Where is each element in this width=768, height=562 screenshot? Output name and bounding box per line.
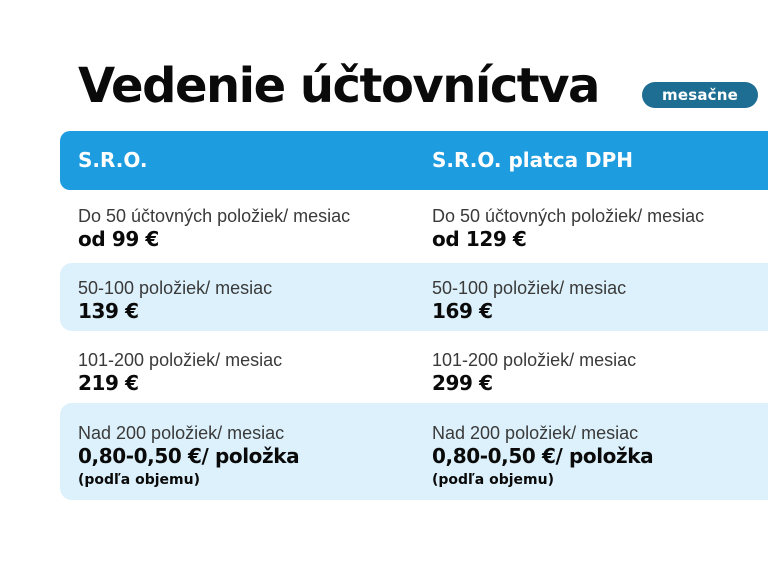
price-cell-sro-tier-3 xyxy=(78,349,408,395)
tier-price: 139 € xyxy=(78,299,139,323)
tier-label: 101-200 položiek/ mesiac xyxy=(432,350,637,370)
tier-price: 219 € xyxy=(78,371,139,395)
tier-price: od 99 € xyxy=(78,227,159,251)
tier-label: Do 50 účtovných položiek/ mesiac xyxy=(432,206,705,226)
column-header-sro-dph: S.R.O. platca DPH xyxy=(432,148,634,172)
tier-note: (podľa objemu) xyxy=(78,472,200,488)
tier-price: 299 € xyxy=(432,371,493,395)
price-cell-dph-tier-3 xyxy=(432,349,762,395)
tier-note: (podľa objemu) xyxy=(432,472,554,488)
billing-period-badge: mesačne xyxy=(642,82,758,108)
price-cell-dph-tier-2 xyxy=(432,277,762,323)
tier-label: 50-100 položiek/ mesiac xyxy=(432,278,627,298)
tier-price: 0,80-0,50 €/ položka xyxy=(78,444,300,468)
tier-label: Do 50 účtovných položiek/ mesiac xyxy=(78,206,351,226)
tier-label: Nad 200 položiek/ mesiac xyxy=(432,423,639,443)
tier-label: 50-100 položiek/ mesiac xyxy=(78,278,273,298)
price-cell-dph-tier-4 xyxy=(432,422,762,490)
price-cell-sro-tier-2 xyxy=(78,277,408,323)
price-cell-sro-tier-1 xyxy=(78,205,408,251)
price-cell-dph-tier-1 xyxy=(432,205,762,251)
table-header xyxy=(60,131,768,190)
tier-label: Nad 200 položiek/ mesiac xyxy=(78,423,285,443)
tier-label: 101-200 položiek/ mesiac xyxy=(78,350,283,370)
page-title: Vedenie účtovníctva xyxy=(78,58,599,114)
tier-price: od 129 € xyxy=(432,227,527,251)
column-header-sro: S.R.O. xyxy=(78,148,148,172)
price-cell-sro-tier-4 xyxy=(78,422,408,490)
tier-price: 169 € xyxy=(432,299,493,323)
tier-price: 0,80-0,50 €/ položka xyxy=(432,444,654,468)
